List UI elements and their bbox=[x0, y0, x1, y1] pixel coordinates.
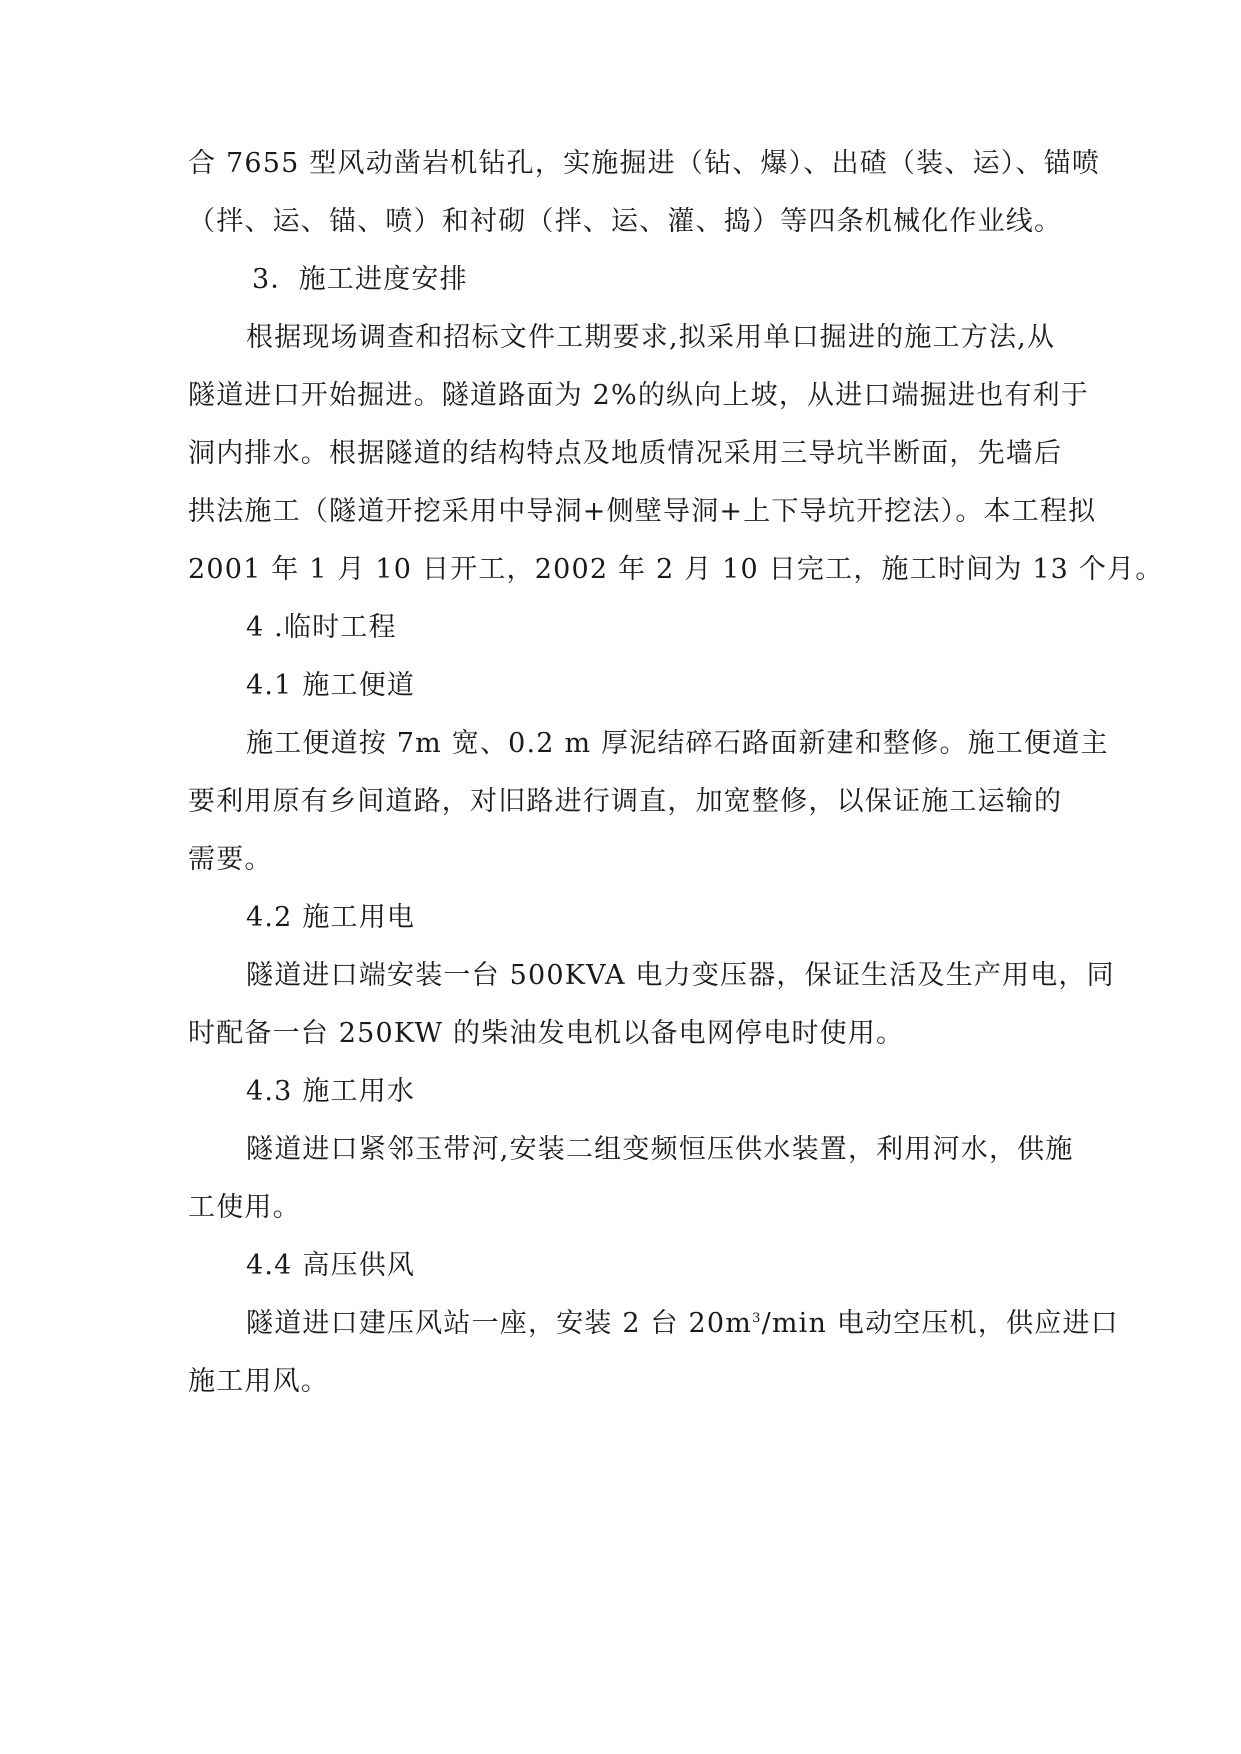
subsection-heading: 4.3 施工用水 bbox=[246, 1076, 416, 1107]
paragraph-line: 工使用。 bbox=[188, 1192, 301, 1223]
section-heading: 4 .临时工程 bbox=[246, 612, 397, 643]
line-text: 隧道进口建压风站一座，安装 2 台 20m bbox=[246, 1308, 753, 1339]
superscript: 3 bbox=[752, 1311, 762, 1326]
paragraph-line: 根据现场调查和招标文件工期要求,拟采用单口掘进的施工方法,从 bbox=[246, 322, 1056, 353]
paragraph-line bbox=[246, 1306, 1119, 1342]
paragraph-line: 洞内排水。根据隧道的结构特点及地质情况采用三导坑半断面，先墙后 bbox=[188, 438, 1063, 469]
paragraph-line: 拱法施工（隧道开挖采用中导洞+侧壁导洞+上下导坑开挖法）。本工程拟 bbox=[188, 496, 1097, 527]
paragraph-line: 2001 年 1 月 10 日开工，2002 年 2 月 10 日完工，施工时间为 13 个月。 bbox=[188, 554, 1164, 585]
paragraph-line: 要利用原有乡间道路，对旧路进行调直，加宽整修，以保证施工运输的 bbox=[188, 786, 1063, 817]
paragraph-line: （拌、运、锚、喷）和衬砌（拌、运、灌、捣）等四条机械化作业线。 bbox=[188, 206, 1063, 237]
paragraph-line: 施工便道按 7m 宽、0.2 m 厚泥结碎石路面新建和整修。施工便道主 bbox=[246, 728, 1109, 759]
paragraph-line: 需要。 bbox=[188, 844, 273, 875]
paragraph-line: 施工用风。 bbox=[188, 1366, 329, 1397]
paragraph-line: 隧道进口端安装一台 500KVA 电力变压器，保证生活及生产用电，同 bbox=[246, 960, 1115, 991]
paragraph-line: 隧道进口紧邻玉带河,安装二组变频恒压供水装置，利用河水，供施 bbox=[246, 1134, 1074, 1165]
paragraph-line: 隧道进口开始掘进。隧道路面为 2%的纵向上坡，从进口端掘进也有利于 bbox=[188, 380, 1090, 411]
paragraph-line: 时配备一台 250KW 的柴油发电机以备电网停电时使用。 bbox=[188, 1018, 905, 1049]
subsection-heading: 4.4 高压供风 bbox=[246, 1250, 416, 1281]
subsection-heading: 4.1 施工便道 bbox=[246, 670, 416, 701]
line-text: /min 电动空压机，供应进口 bbox=[761, 1308, 1119, 1339]
section-heading: 3．施工进度安排 bbox=[252, 264, 468, 295]
subsection-heading: 4.2 施工用电 bbox=[246, 902, 416, 933]
paragraph-line: 合 7655 型风动凿岩机钻孔，实施掘进（钻、爆）、出碴（装、运）、锚喷 bbox=[188, 148, 1101, 179]
